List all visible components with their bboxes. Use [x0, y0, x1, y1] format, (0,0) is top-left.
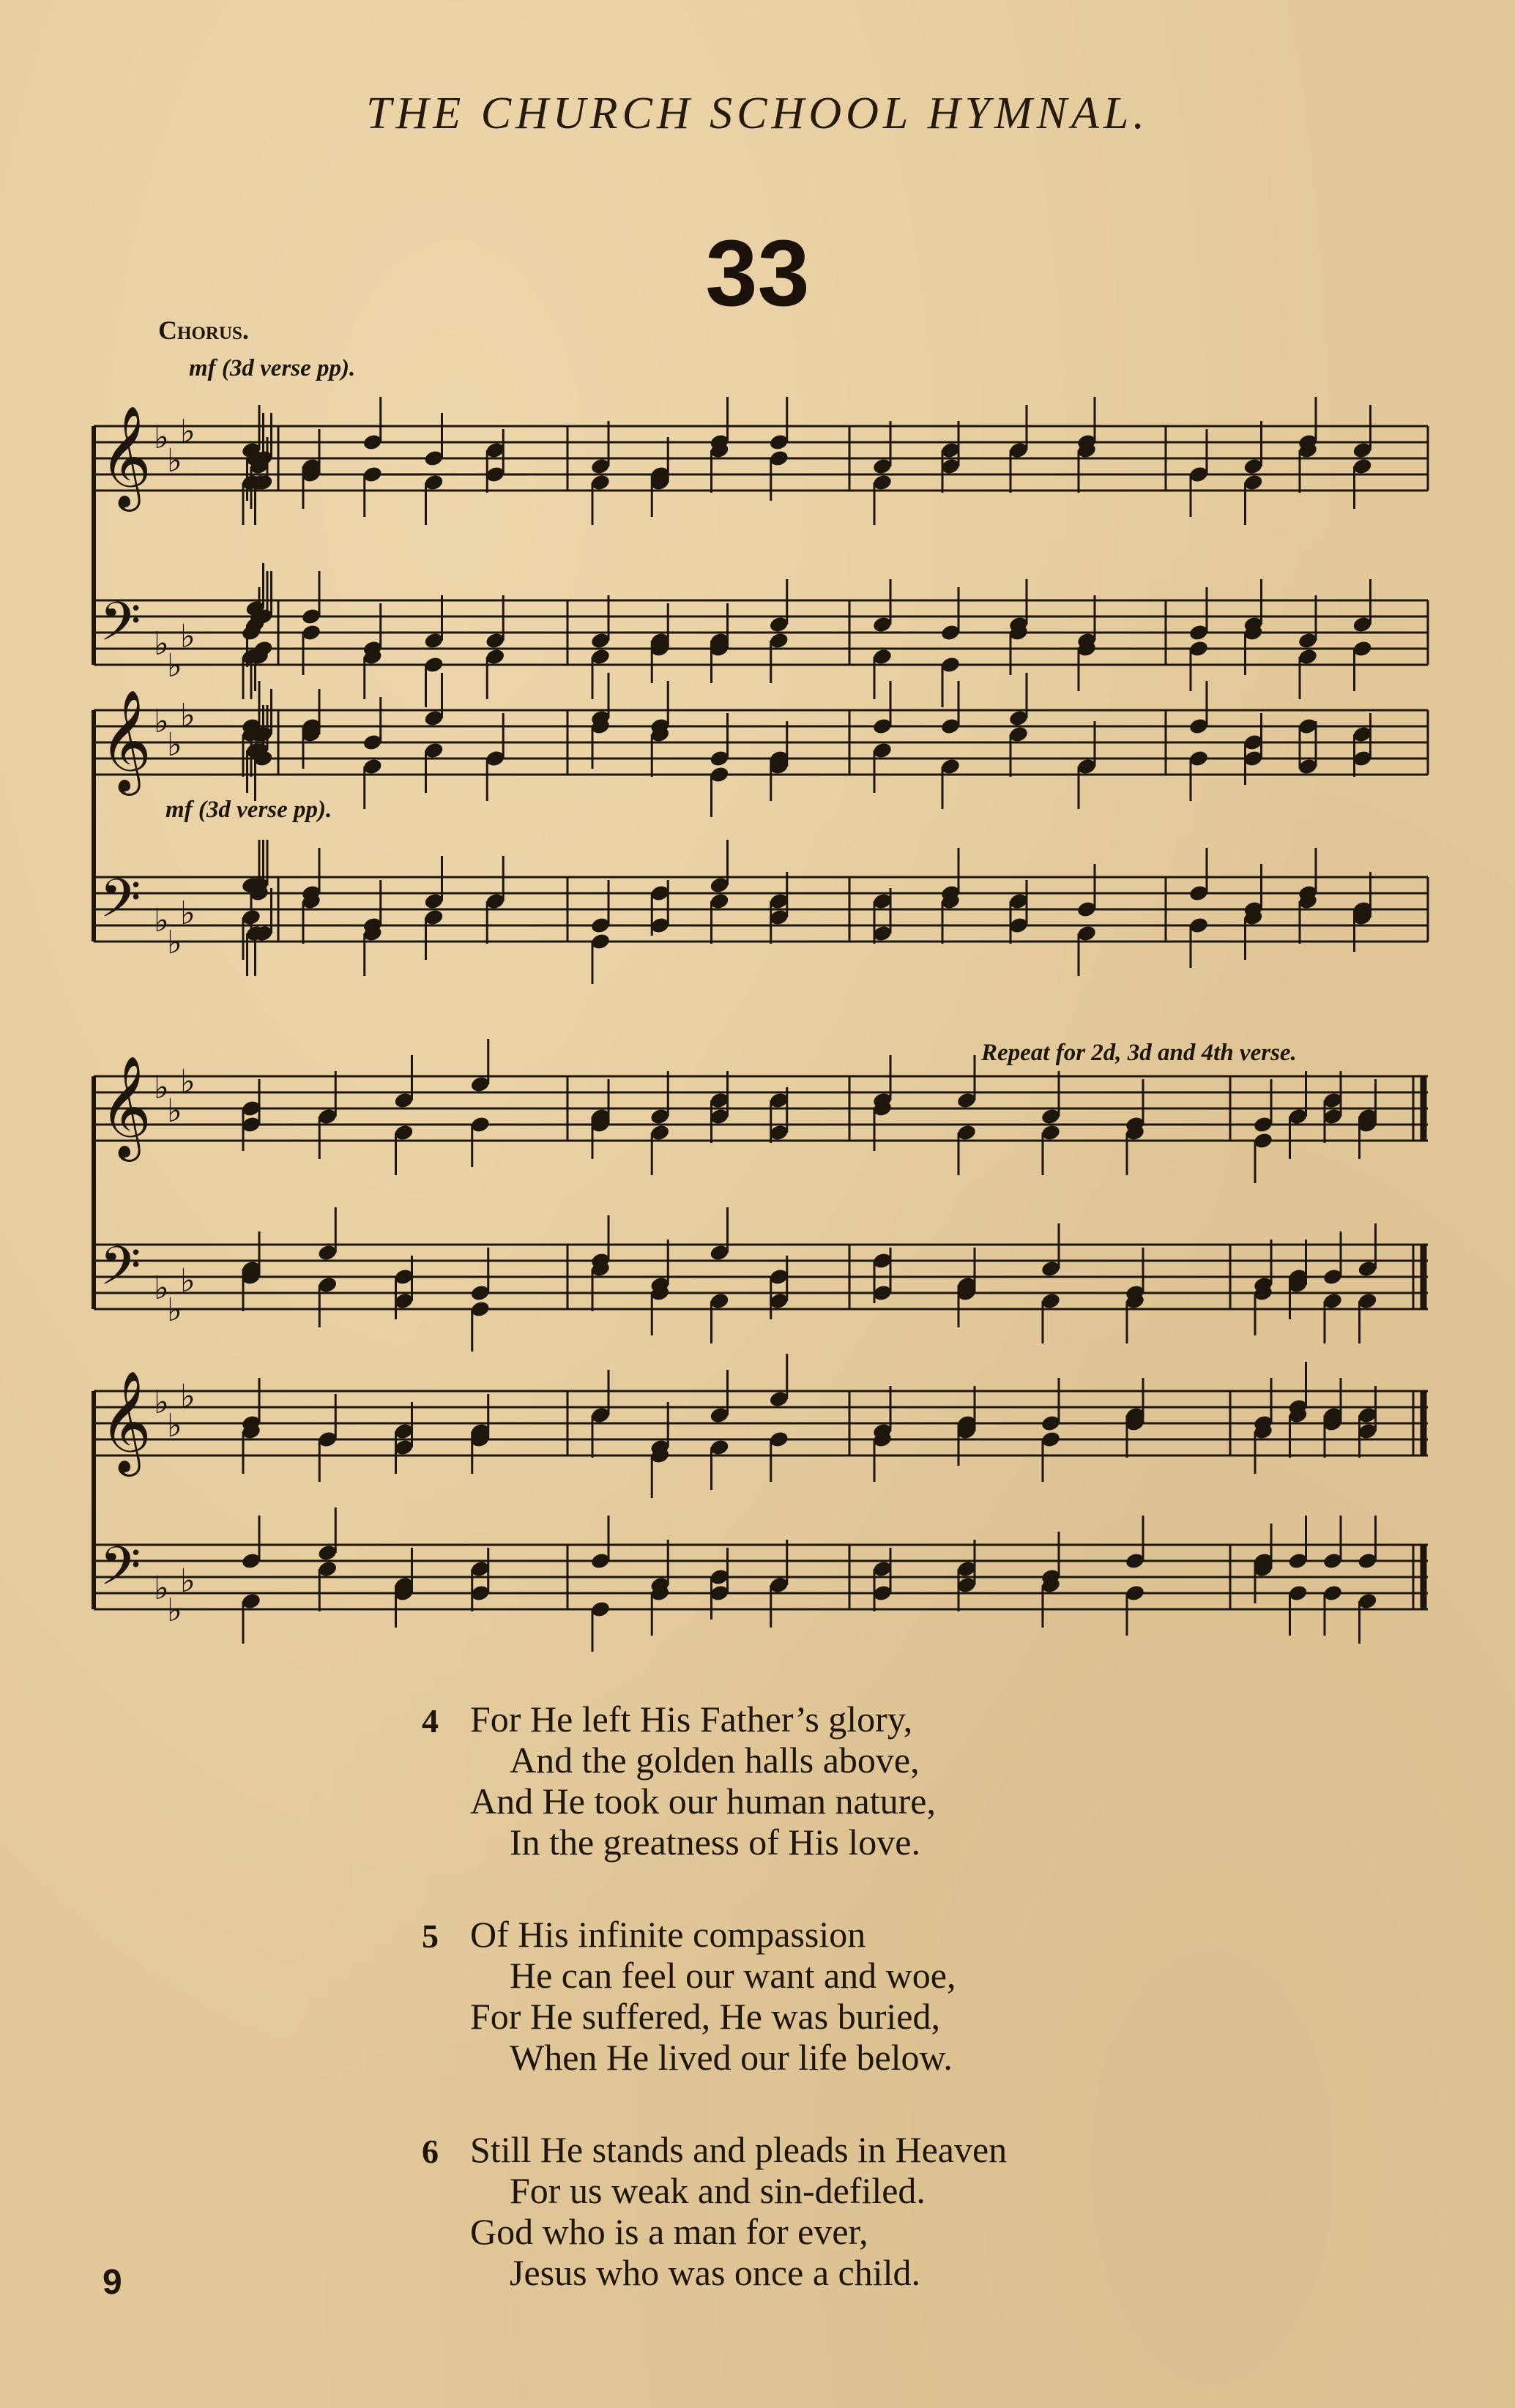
treble-clef-icon: 𝄞 — [100, 1056, 152, 1158]
verse-line: Still He stands and pleads in Heaven — [470, 2129, 1008, 2170]
dynamic-marking-second: mf (3d verse pp). — [165, 797, 332, 823]
verse-line: For us weak and sin-defiled. — [510, 2170, 926, 2211]
repeat-note: Repeat for 2d, 3d and 4th verse. — [981, 1040, 1297, 1066]
flat-icon: ♭ — [167, 924, 182, 961]
flat-icon: ♭ — [154, 1069, 169, 1106]
verse-line: For He left His Father’s glory, — [470, 1699, 913, 1740]
flat-icon: ♭ — [154, 1384, 169, 1421]
verse-line: And the golden halls above, — [510, 1740, 920, 1781]
flat-icon: ♭ — [154, 703, 169, 740]
verse-line: For He suffered, He was buried, — [470, 1996, 940, 2037]
flat-icon: ♭ — [167, 1592, 182, 1629]
flat-icon: ♭ — [180, 1378, 196, 1415]
flat-icon: ♭ — [167, 442, 182, 480]
verse-line: Of His infinite compassion — [470, 1914, 866, 1955]
bass-clef-icon: 𝄢 — [100, 590, 141, 666]
dynamic-marking-top: mf (3d verse pp). — [189, 355, 356, 381]
bass-clef-icon: 𝄢 — [100, 1234, 141, 1310]
verse-5 — [410, 1914, 1216, 2078]
verse-number: 4 — [422, 1702, 439, 1740]
note-heads — [241, 397, 1378, 1652]
verse-line: In the greatness of His love. — [510, 1822, 920, 1863]
chorus-label: Chorus. — [158, 316, 249, 345]
flat-icon: ♭ — [180, 1562, 196, 1600]
flat-icon: ♭ — [180, 895, 196, 932]
treble-clef-icon: 𝄞 — [100, 406, 152, 507]
hymn-number: 33 — [705, 221, 810, 326]
flat-icon: ♭ — [167, 1407, 182, 1445]
flat-icon: ♭ — [180, 1063, 196, 1100]
signature-mark: 9 — [103, 2263, 122, 2302]
flat-icon: ♭ — [167, 1291, 182, 1329]
flat-icon: ♭ — [180, 618, 196, 655]
running-title: THE CHURCH SCHOOL HYMNAL. — [366, 89, 1149, 138]
bass-clef-icon: 𝄢 — [100, 1535, 141, 1610]
verse-6 — [410, 2129, 1216, 2293]
verse-4 — [410, 1699, 1216, 1863]
verse-line: And He took our human nature, — [470, 1781, 936, 1822]
bass-clef-icon: 𝄢 — [100, 867, 141, 942]
verse-line: Jesus who was once a child. — [510, 2252, 920, 2293]
treble-clef-icon: 𝄞 — [100, 690, 152, 791]
verse-line: He can feel our want and woe, — [510, 1955, 956, 1996]
flat-icon: ♭ — [154, 902, 169, 939]
flat-icon: ♭ — [167, 647, 182, 685]
verse-number: 5 — [422, 1917, 439, 1955]
verse-line: When He lived our life below. — [510, 2037, 953, 2078]
flat-icon: ♭ — [167, 1092, 182, 1130]
flat-icon: ♭ — [180, 413, 196, 450]
flat-icon: ♭ — [154, 419, 169, 456]
verses — [410, 1699, 1216, 2344]
verse-line: God who is a man for ever, — [470, 2211, 868, 2252]
staff-systems — [94, 406, 1428, 1629]
flat-icon: ♭ — [180, 697, 196, 734]
flat-icon: ♭ — [180, 1262, 196, 1300]
flat-icon: ♭ — [154, 1570, 169, 1607]
verse-number: 6 — [422, 2133, 439, 2170]
flat-icon: ♭ — [154, 625, 169, 663]
flat-icon: ♭ — [167, 726, 182, 764]
flat-icon: ♭ — [154, 1270, 169, 1307]
treble-clef-icon: 𝄞 — [100, 1371, 152, 1472]
